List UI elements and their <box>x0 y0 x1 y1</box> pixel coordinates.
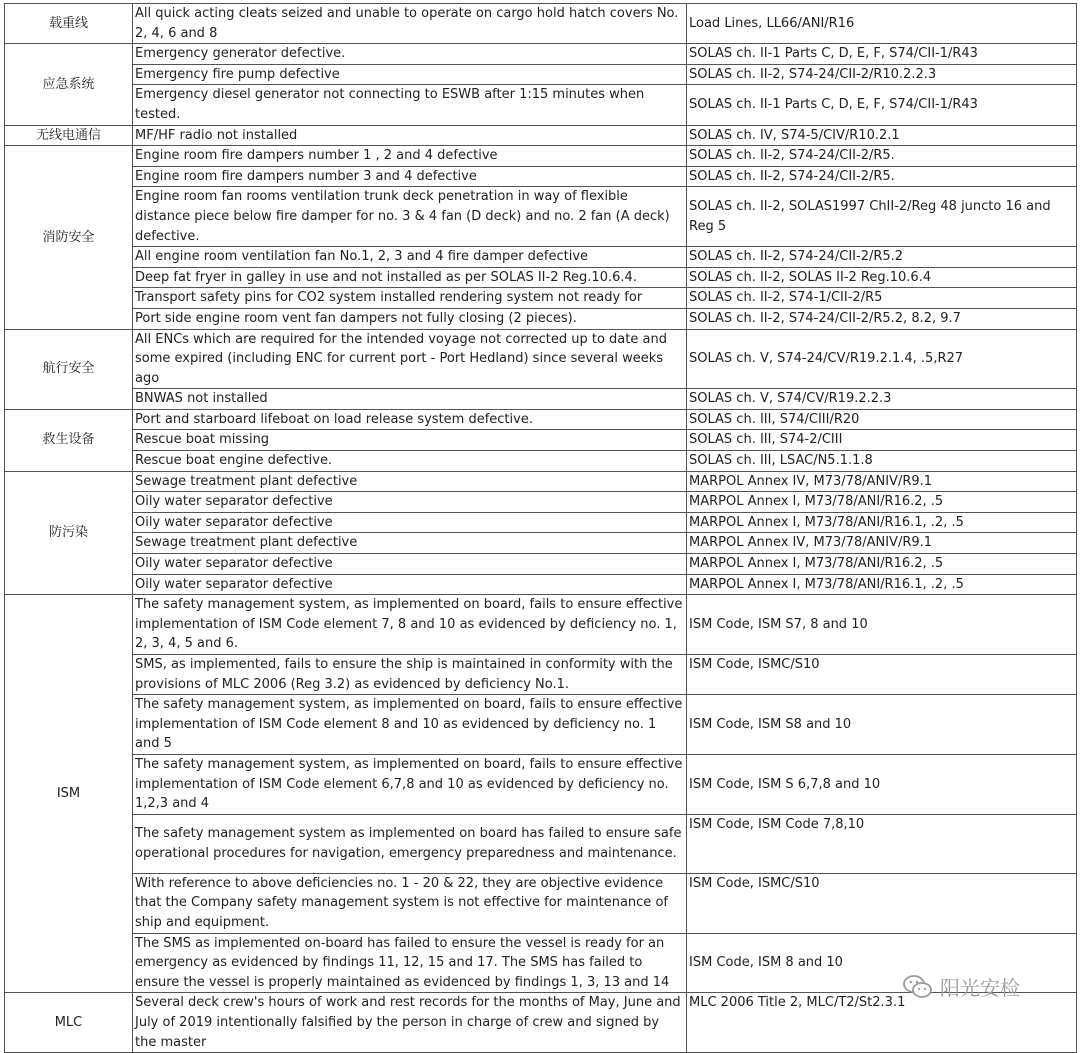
category-cell: MLC <box>5 993 133 1053</box>
table-row <box>5 64 1077 85</box>
table-row <box>5 574 1077 595</box>
description-cell: SMS, as implemented, fails to ensure the ship is maintained in conformity with the provisions of MLC 2006 (Reg 3.2) as evidenced by deficiency No.1. <box>133 655 687 695</box>
table-row <box>5 409 1077 430</box>
watermark-text: 阳光安检 <box>940 976 1020 1000</box>
reference-cell: SOLAS ch. III, S74-2/CIII <box>687 430 1077 451</box>
reference-cell: SOLAS ch. V, S74-24/CV/R19.2.1.4, .5,R27 <box>687 329 1077 389</box>
description-cell: Engine room fire dampers number 3 and 4 defective <box>133 166 687 187</box>
description-cell: Port side engine room vent fan dampers not fully closing (2 pieces). <box>133 308 687 329</box>
description-cell: The SMS as implemented on-board has failed to ensure the vessel is ready for an emergency as evidenced by findings 11, 12, 15 and 17. The SMS has failed to ensure the vessel is properly maintained as evidenced by findings 1, 3, 13 and 14 <box>133 933 687 993</box>
table-row <box>5 595 1077 655</box>
reference-cell: SOLAS ch. III, LSAC/N5.1.1.8 <box>687 451 1077 472</box>
description-cell: Oily water separator defective <box>133 554 687 575</box>
reference-cell: ISM Code, ISM S7, 8 and 10 <box>687 595 1077 655</box>
reference-cell: MARPOL Annex IV, M73/78/ANIV/R9.1 <box>687 471 1077 492</box>
description-cell: Rescue boat missing <box>133 430 687 451</box>
table-row <box>5 187 1077 247</box>
description-cell: Deep fat fryer in galley in use and not installed as per SOLAS II-2 Reg.10.6.4. <box>133 267 687 288</box>
description-cell: Emergency diesel generator not connecting to ESWB after 1:15 minutes when tested. <box>133 85 687 125</box>
category-cell: ISM <box>5 595 133 993</box>
reference-cell: Load Lines, LL66/ANI/R16 <box>687 4 1077 44</box>
table-row <box>5 146 1077 167</box>
table-row <box>5 993 1077 1053</box>
table-row <box>5 451 1077 472</box>
table-row <box>5 655 1077 695</box>
reference-cell: SOLAS ch. II-2, S74-24/CII-2/R5. <box>687 166 1077 187</box>
wechat-icon <box>902 973 934 1001</box>
table-row <box>5 44 1077 65</box>
reference-cell: SOLAS ch. III, S74/CIII/R20 <box>687 409 1077 430</box>
table-row <box>5 247 1077 268</box>
reference-cell: SOLAS ch. V, S74/CV/R19.2.2.3 <box>687 389 1077 410</box>
deficiency-table <box>4 3 1077 1053</box>
description-cell: BNWAS not installed <box>133 389 687 410</box>
table-row <box>5 125 1077 146</box>
description-cell: Engine room fan rooms ventilation trunk deck penetration in way of flexible distance piece below fire damper for no. 3 & 4 fan (D deck) and no. 2 fan (A deck) defective. <box>133 187 687 247</box>
category-cell: 消防安全 <box>5 146 133 329</box>
table-row <box>5 873 1077 933</box>
description-cell: The safety management system, as implemented on board, fails to ensure effective implementation of ISM Code element 6,7,8 and 10 as evidenced by deficiency no. 1,2,3 and 4 <box>133 754 687 814</box>
table-row <box>5 512 1077 533</box>
table-row <box>5 166 1077 187</box>
table-row <box>5 754 1077 814</box>
table-row <box>5 329 1077 389</box>
table-row <box>5 4 1077 44</box>
reference-cell: SOLAS ch. IV, S74-5/CIV/R10.2.1 <box>687 125 1077 146</box>
table-row <box>5 814 1077 873</box>
description-cell: Emergency generator defective. <box>133 44 687 65</box>
table-row <box>5 267 1077 288</box>
reference-cell: MLC 2006 Title 2, MLC/T2/St2.3.1 <box>687 993 1077 1053</box>
reference-cell: MARPOL Annex I, M73/78/ANI/R16.2, .5 <box>687 492 1077 513</box>
category-cell: 救生设备 <box>5 409 133 471</box>
description-cell: All quick acting cleats seized and unable to operate on cargo hold hatch covers No. 2, 4, 6 and 8 <box>133 4 687 44</box>
description-cell: The safety management system, as implemented on board, fails to ensure effective implementation of ISM Code element 8 and 10 as evidenced by deficiency no. 1 and 5 <box>133 695 687 755</box>
description-cell: Rescue boat engine defective. <box>133 451 687 472</box>
table-row <box>5 492 1077 513</box>
description-cell: All engine room ventilation fan No.1, 2, 3 and 4 fire damper defective <box>133 247 687 268</box>
table-row <box>5 389 1077 410</box>
reference-cell: ISM Code, ISM Code 7,8,10 <box>687 814 1077 873</box>
description-cell: Several deck crew's hours of work and rest records for the months of May, June and July of 2019 intentionally falsified by the person in charge of crew and signed by the master <box>133 993 687 1053</box>
category-cell: 航行安全 <box>5 329 133 409</box>
reference-cell: ISM Code, ISMC/S10 <box>687 655 1077 695</box>
table-row <box>5 85 1077 125</box>
table-row <box>5 288 1077 309</box>
category-cell: 载重线 <box>5 4 133 44</box>
reference-cell: SOLAS ch. II-2, SOLAS II-2 Reg.10.6.4 <box>687 267 1077 288</box>
description-cell: Oily water separator defective <box>133 492 687 513</box>
table-row <box>5 695 1077 755</box>
description-cell: All ENCs which are required for the intended voyage not corrected up to date and some expired (including ENC for current port - Port Hedland) since several weeks ago <box>133 329 687 389</box>
reference-cell: MARPOL Annex I, M73/78/ANI/R16.1, .2, .5 <box>687 574 1077 595</box>
reference-cell: ISM Code, ISM S8 and 10 <box>687 695 1077 755</box>
table-row <box>5 308 1077 329</box>
description-cell: With reference to above deficiencies no. 1 - 20 & 22, they are objective evidence that the Company safety management system is not effective for maintenance of ship and equipment. <box>133 873 687 933</box>
table-row <box>5 554 1077 575</box>
reference-cell: ISM Code, ISM S 6,7,8 and 10 <box>687 754 1077 814</box>
watermark <box>902 972 1020 1001</box>
reference-cell: MARPOL Annex I, M73/78/ANI/R16.2, .5 <box>687 554 1077 575</box>
category-cell: 应急系统 <box>5 44 133 125</box>
description-cell: Oily water separator defective <box>133 512 687 533</box>
description-cell: Sewage treatment plant defective <box>133 471 687 492</box>
reference-cell: SOLAS ch. II-2, S74-24/CII-2/R10.2.2.3 <box>687 64 1077 85</box>
reference-cell: ISM Code, ISMC/S10 <box>687 873 1077 933</box>
description-cell: Port and starboard lifeboat on load release system defective. <box>133 409 687 430</box>
table-row <box>5 533 1077 554</box>
reference-cell: MARPOL Annex I, M73/78/ANI/R16.1, .2, .5 <box>687 512 1077 533</box>
table-row <box>5 471 1077 492</box>
reference-cell: MARPOL Annex IV, M73/78/ANIV/R9.1 <box>687 533 1077 554</box>
description-cell: MF/HF radio not installed <box>133 125 687 146</box>
reference-cell: ISM Code, ISM 8 and 10 <box>687 933 1077 993</box>
reference-cell: SOLAS ch. II-1 Parts C, D, E, F, S74/CII-1/R43 <box>687 44 1077 65</box>
table-row <box>5 430 1077 451</box>
reference-cell: SOLAS ch. II-2, S74-24/CII-2/R5. <box>687 146 1077 167</box>
reference-cell: SOLAS ch. II-2, S74-24/CII-2/R5.2 <box>687 247 1077 268</box>
reference-cell: SOLAS ch. II-1 Parts C, D, E, F, S74/CII-1/R43 <box>687 85 1077 125</box>
reference-cell: SOLAS ch. II-2, S74-24/CII-2/R5.2, 8.2, 9.7 <box>687 308 1077 329</box>
reference-cell: SOLAS ch. II-2, S74-1/CII-2/R5 <box>687 288 1077 309</box>
description-cell: Engine room fire dampers number 1 , 2 and 4 defective <box>133 146 687 167</box>
description-cell: Sewage treatment plant defective <box>133 533 687 554</box>
description-cell: The safety management system as implemented on board has failed to ensure safe operational procedures for navigation, emergency preparedness and maintenance. <box>133 814 687 873</box>
description-cell: Transport safety pins for CO2 system installed rendering system not ready for <box>133 288 687 309</box>
category-cell: 防污染 <box>5 471 133 595</box>
description-cell: The safety management system, as implemented on board, fails to ensure effective implementation of ISM Code element 7, 8 and 10 as evidenced by deficiency no. 1, 2, 3, 4, 5 and 6. <box>133 595 687 655</box>
description-cell: Emergency fire pump defective <box>133 64 687 85</box>
reference-cell: SOLAS ch. II-2, SOLAS1997 ChII-2/Reg 48 juncto 16 and Reg 5 <box>687 187 1077 247</box>
category-cell: 无线电通信 <box>5 125 133 146</box>
description-cell: Oily water separator defective <box>133 574 687 595</box>
